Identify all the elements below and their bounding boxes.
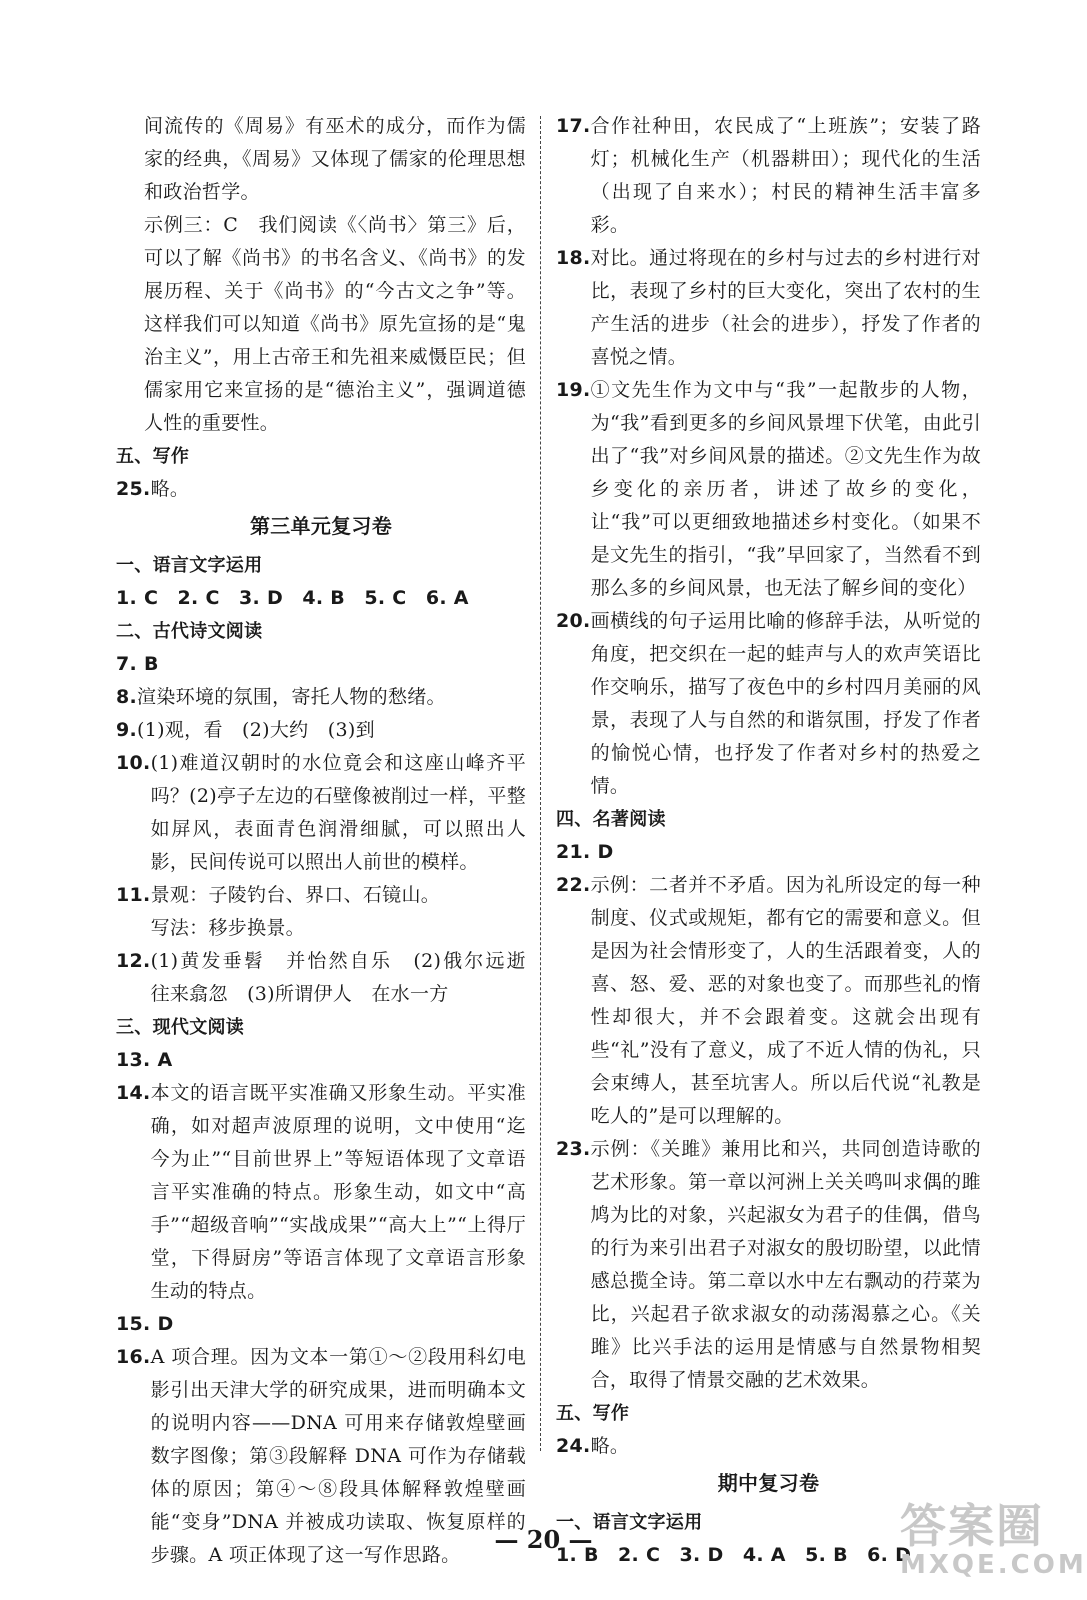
- question-answer: 本文的语言既平实准确又形象生动。平实准确，如对超声波原理的说明，文中使用“迄今为止”“目前世界上”等短语体现了文章语言平实准确的特点。形象生动，如文中“高手”“超级音响”“实战成果”“高大上”“上得厅堂，下得厨房”等语言体现了文章语言形象生动的特点。: [150, 1082, 526, 1302]
- question-12: [116, 945, 546, 1011]
- page-number: — 20 —: [494, 1525, 593, 1554]
- right-column: [556, 110, 981, 1572]
- question-21: 21. D: [556, 841, 614, 863]
- question-answer: (1)观，看 (2)大约 (3)到: [137, 719, 375, 741]
- answer-line: 景观：子陵钓台、界口、石镜山。: [150, 884, 441, 906]
- question-answer: 示例：二者并不矛盾。因为礼所设定的每一种制度、仪式或规矩，都有它的需要和意义。但是因为社会情形变了，人的生活跟着变，人的喜、怒、爱、恶的对象也变了。而那些礼的惰性却很大，并不会跟着变。这就会出现有些“礼”没有了意义，成了不近人情的伪礼，只会束缚人，甚至坑害人。所以后代说“礼教是吃人的”是可以理解的。: [590, 874, 981, 1127]
- question-answer: ①文先生作为文中与“我”一起散步的人物，为“我”看到更多的乡间风景埋下伏笔，由此引出了“我”对乡间风景的描述。②文先生作为故乡变化的亲历者，讲述了故乡的变化，让“我”可以更细致地描述乡村变化。（如果不是文先生的指引，“我”早回家了，当然看不到那么多的乡间风景，也无法了解乡间的变化）: [590, 379, 981, 599]
- question-8: [116, 681, 526, 714]
- question-number: 12.: [116, 950, 151, 972]
- question-answer: (1)黄发垂髫 并怡然自乐 (2)俄尔远逝 往来翕忽 (3)所谓伊人 在水一方: [150, 950, 546, 1005]
- question-answer: 示例：《关雎》兼用比和兴，共同创造诗歌的艺术形象。第一章以河洲上关关鸣叫求偶的雎鸠为比的对象，兴起淑女为君子的佳偶，借鸟的行为来引出君子对淑女的殷切盼望，以此情感总揽全诗。第二章以水中左右飘动的荇菜为比，兴起君子欲求淑女的动荡渴慕之心。《关雎》比兴手法的运用是情感与自然景物相契合，取得了情景交融的艺术效果。: [590, 1138, 981, 1391]
- question-number: 10.: [116, 752, 151, 774]
- section-heading-writing: 五、写作: [556, 1403, 630, 1424]
- question-23: [556, 1133, 981, 1397]
- question-number: 9.: [116, 719, 138, 741]
- question-9: [116, 714, 526, 747]
- watermark-text-bottom: MXQE.COM: [900, 1550, 1087, 1580]
- watermark-text-top: 答案圈: [900, 1499, 1044, 1553]
- section-heading-classical: 二、古代诗文阅读: [116, 621, 263, 642]
- section-heading-writing: 五、写作: [116, 446, 190, 467]
- question-7: 7. B: [116, 653, 159, 675]
- question-answer: 略。: [150, 478, 190, 500]
- question-answer: 画横线的句子运用比喻的修辞手法，从听觉的角度，把交织在一起的蛙声与人的欢声笑语比作交响乐，描写了夜色中的乡村四月美丽的风景，表现了人与自然的和谐氛围，抒发了作者的愉悦心情，也抒发了作者对乡村的热爱之情。: [590, 610, 981, 797]
- question-24: [556, 1430, 981, 1463]
- question-number: 8.: [116, 686, 138, 708]
- question-number: 24.: [556, 1435, 591, 1457]
- question-number: 17.: [556, 115, 591, 137]
- question-20: [556, 605, 981, 803]
- question-answer: 略。: [590, 1435, 630, 1457]
- question-17: [556, 110, 981, 242]
- question-11: [116, 879, 526, 945]
- answer-line: 写法：移步换景。: [150, 917, 305, 939]
- question-13: 13. A: [116, 1049, 173, 1071]
- question-number: 22.: [556, 874, 591, 896]
- question-answer: 对比。通过将现在的乡村与过去的乡村进行对比，表现了乡村的巨大变化，突出了农村的生产生活的进步（社会的进步），抒发了作者的喜悦之情。: [590, 247, 981, 368]
- question-number: 19.: [556, 379, 591, 401]
- question-15: 15. D: [116, 1313, 174, 1335]
- question-number: 18.: [556, 247, 591, 269]
- question-25: [116, 473, 526, 506]
- section-heading-classics: 四、名著阅读: [556, 809, 666, 830]
- question-number: 16.: [116, 1346, 151, 1368]
- question-number: 11.: [116, 884, 151, 906]
- column-divider: [540, 116, 541, 1451]
- question-answer: [151, 879, 526, 945]
- example-3-paragraph: 示例三：C 我们阅读《〈尚书〉第三》后，可以了解《尚书》的书名含义、《尚书》的发展历程、关于《尚书》的“今古文之争”等。这样我们可以知道《尚书》原先宣扬的是“鬼治主义”，用上古帝王和先祖来威慑臣民；但儒家用它来宣扬的是“德治主义”，强调道德人性的重要性。: [144, 214, 526, 434]
- answers-1-6: 1. C 2. C 3. D 4. B 5. C 6. A: [116, 587, 469, 609]
- continued-paragraph: 间流传的《周易》有巫术的成分，而作为儒家的经典，《周易》又体现了儒家的伦理思想和政治哲学。: [144, 115, 526, 203]
- question-number: 14.: [116, 1082, 151, 1104]
- watermark-logo: [900, 1490, 1087, 1590]
- question-19: [556, 374, 981, 605]
- section-heading-language: 一、语言文字运用: [116, 555, 263, 576]
- question-number: 20.: [556, 610, 591, 632]
- question-answer: 渲染环境的氛围，寄托人物的愁绪。: [137, 686, 446, 708]
- question-18: [556, 242, 981, 374]
- question-number: 23.: [556, 1138, 591, 1160]
- section-heading-modern: 三、现代文阅读: [116, 1017, 245, 1038]
- question-answer: (1)难道汉朝时的水位竟会和这座山峰齐平吗？(2)亭子左边的石壁像被削过一样，平整如屏风，表面青色润滑细腻，可以照出人影，民间传说可以照出人前世的模样。: [150, 752, 526, 873]
- question-number: 25.: [116, 478, 151, 500]
- question-14: [116, 1077, 526, 1308]
- question-answer: A 项合理。因为文本一第①～②段用科幻电影引出天津大学的研究成果，进而明确本文的说明内容——DNA 可用来存储敦煌壁画数字图像；第③段解释 DNA 可作为存储载体的原因；第④～⑧段具体解释敦煌壁画能“变身”DNA 并被成功读取、恢复原样的步骤。A 项正体现了这一写作思路。: [150, 1346, 526, 1566]
- answers-1-6: 1. B 2. C 3. D 4. A 5. B 6. D: [556, 1544, 912, 1566]
- question-22: [556, 869, 981, 1133]
- question-answer: 合作社种田，农民成了“上班族”；安装了路灯；机械化生产（机器耕田）；现代化的生活（出现了自来水）；村民的精神生活丰富多彩。: [590, 115, 981, 236]
- question-10: [116, 747, 526, 879]
- unit-3-review-title: 第三单元复习卷: [249, 514, 393, 538]
- midterm-review-title: 期中复习卷: [717, 1471, 820, 1495]
- section-heading-language: 一、语言文字运用: [556, 1512, 703, 1533]
